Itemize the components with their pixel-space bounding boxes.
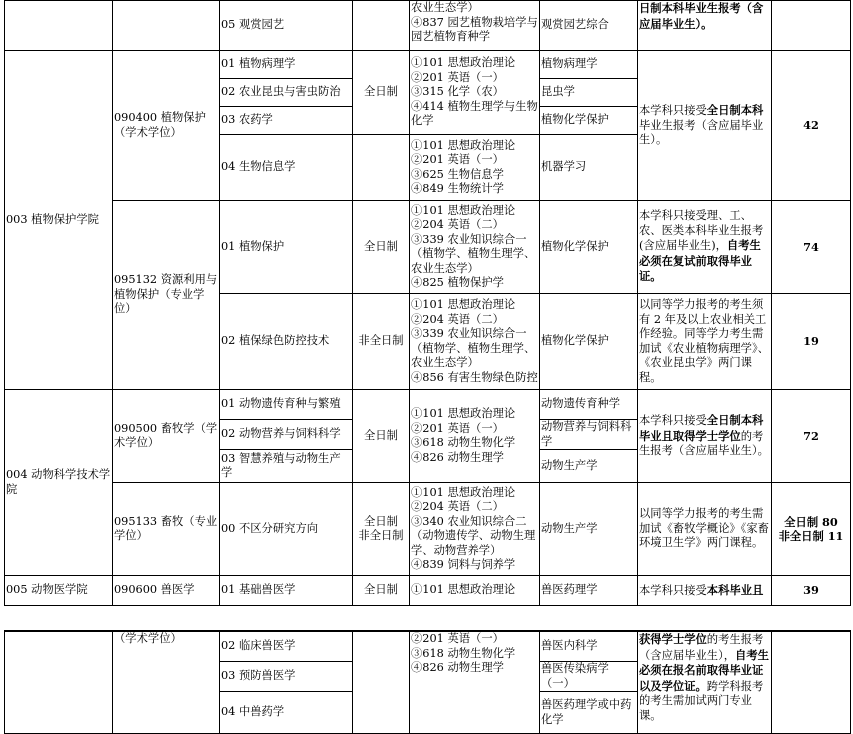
retest-subject-cell: 兽医药理学或中药化学 [540,692,638,734]
retest-subject-cell: 兽医传染病学（一） [540,662,638,692]
retest-subject-cell: 植物化学保护 [540,201,638,294]
major-cell: 090500 畜牧学（学术学位） [113,390,220,483]
exam-subjects-cell: ①101 思想政治理论 ②201 英语（一） ③625 生物信息学 ④849 生物统计学 [410,135,540,201]
major-cell [113,1,220,51]
table-row [5,483,851,576]
exam-subjects-cell: ①101 思想政治理论 ②204 英语（二） ③339 农业知识综合一（植物学、植物生理学、农业生态学） ④856 有害生物绿色防控 [410,294,540,390]
table-row [5,576,851,606]
mode-cell [353,135,410,201]
direction-cell: 04 中兽药学 [220,692,353,734]
exam-subjects-cell: ①101 思想政治理论 [410,576,540,606]
retest-subject-cell: 机器学习 [540,135,638,201]
exam-subjects-cell: ②201 英语（一） ③618 动物生物化学 ④826 动物生理学 [410,632,540,734]
note-cell: 日制本科毕业生报考（含应届毕业生）。 [638,1,772,51]
direction-cell: 02 农业昆虫与害虫防治 [220,79,353,107]
mode-cell: 全日制 [353,576,410,606]
direction-cell: 03 智慧养殖与动物生产学 [220,450,353,483]
retest-subject-cell: 动物营养与饲料科学 [540,420,638,450]
direction-cell: 01 植物病理学 [220,51,353,79]
college-cell [5,1,113,51]
direction-cell: 01 植物保护 [220,201,353,294]
table-row [5,632,851,662]
direction-cell: 03 预防兽医学 [220,662,353,692]
direction-cell: 05 观赏园艺 [220,1,353,51]
direction-cell: 01 动物遗传育种与繁殖 [220,390,353,420]
admission-catalog-table [4,0,851,606]
page-break [0,612,853,630]
college-cell: 004 动物科学技术学院 [5,390,113,576]
college-cell [5,632,113,734]
mode-cell: 全日制 [353,201,410,294]
direction-cell: 01 基础兽医学 [220,576,353,606]
note-cell: 本学科只接受全日制本科毕业且取得学士学位的考生报考（含应届毕业生）。 [638,390,772,483]
table-row [5,1,851,51]
quota-cell [772,1,851,51]
direction-cell: 03 农药学 [220,107,353,135]
note-cell: 获得学士学位的考生报考（含应届毕业生），自考生必须在报名前取得毕业证以及学位证。跨学科报考的考生需加试两门专业课。 [638,632,772,734]
quota-cell: 全日制 80 非全日制 11 [772,483,851,576]
retest-subject-cell: 动物生产学 [540,450,638,483]
direction-cell: 02 动物营养与饲料科学 [220,420,353,450]
exam-subjects-cell: ①101 思想政治理论 ②201 英语（一） ③315 化学（农） ④414 植物生理学与生物化学 [410,51,540,135]
direction-cell: 00 不区分研究方向 [220,483,353,576]
retest-subject-cell: 动物生产学 [540,483,638,576]
table-row [5,51,851,79]
note-cell: 本学科只接受本科毕业且 [638,576,772,606]
major-cell: 095133 畜牧（专业学位） [113,483,220,576]
college-cell: 003 植物保护学院 [5,51,113,390]
quota-cell [772,632,851,734]
retest-subject-cell: 植物化学保护 [540,294,638,390]
major-cell: （学术学位） [113,632,220,734]
direction-cell: 02 临床兽医学 [220,632,353,662]
note-cell: 本学科只接受全日制本科毕业生报考（含应届毕业生）。 [638,51,772,201]
quota-cell: 39 [772,576,851,606]
exam-subjects-cell: ①101 思想政治理论 ②204 英语（二） ③340 农业知识综合二（动物遗传学、动物生理学、动物营养学） ④839 饲料与饲养学 [410,483,540,576]
mode-cell: 非全日制 [353,294,410,390]
quota-cell: 74 [772,201,851,294]
note-cell: 以同等学力报考的考生需加试《畜牧学概论》《家畜环境卫生学》两门课程。 [638,483,772,576]
mode-cell: 全日制 [353,51,410,135]
major-cell: 095132 资源利用与植物保护（专业学位） [113,201,220,390]
major-cell: 090600 兽医学 [113,576,220,606]
direction-cell: 02 植保绿色防控技术 [220,294,353,390]
retest-subject-cell: 观赏园艺综合 [540,1,638,51]
mode-cell: 全日制 [353,390,410,483]
admission-catalog-table-continued [4,630,851,734]
college-cell: 005 动物医学院 [5,576,113,606]
exam-subjects-cell: ①101 思想政治理论 ②204 英语（二） ③339 农业知识综合一（植物学、植物生理学、农业生态学） ④825 植物保护学 [410,201,540,294]
table-row [5,390,851,420]
mode-cell: 全日制 非全日制 [353,483,410,576]
exam-subjects-cell: 农业生态学） ④837 园艺植物栽培学与 园艺植物育种学 [410,1,540,51]
exam-subjects-cell: ①101 思想政治理论 ②201 英语（一） ③618 动物生物化学 ④826 动物生理学 [410,390,540,483]
quota-cell: 72 [772,390,851,483]
retest-subject-cell: 动物遗传育种学 [540,390,638,420]
retest-subject-cell: 植物病理学 [540,51,638,79]
note-cell: 以同等学力报考的考生须有 2 年及以上农业相关工作经验。同等学力考生需加试《农业植物病理学》、《农业昆虫学》两门课程。 [638,294,772,390]
table-row [5,201,851,294]
quota-cell: 19 [772,294,851,390]
retest-subject-cell: 兽医内科学 [540,632,638,662]
mode-cell [353,632,410,734]
mode-cell [353,1,410,51]
major-cell: 090400 植物保护（学术学位） [113,51,220,201]
retest-subject-cell: 植物化学保护 [540,107,638,135]
note-cell: 本学科只接受理、工、农、医类本科毕业生报考(含应届毕业生)，自考生必须在复试前取得毕业证。 [638,201,772,294]
quota-cell: 42 [772,51,851,201]
direction-cell: 04 生物信息学 [220,135,353,201]
retest-subject-cell: 兽医药理学 [540,576,638,606]
retest-subject-cell: 昆虫学 [540,79,638,107]
